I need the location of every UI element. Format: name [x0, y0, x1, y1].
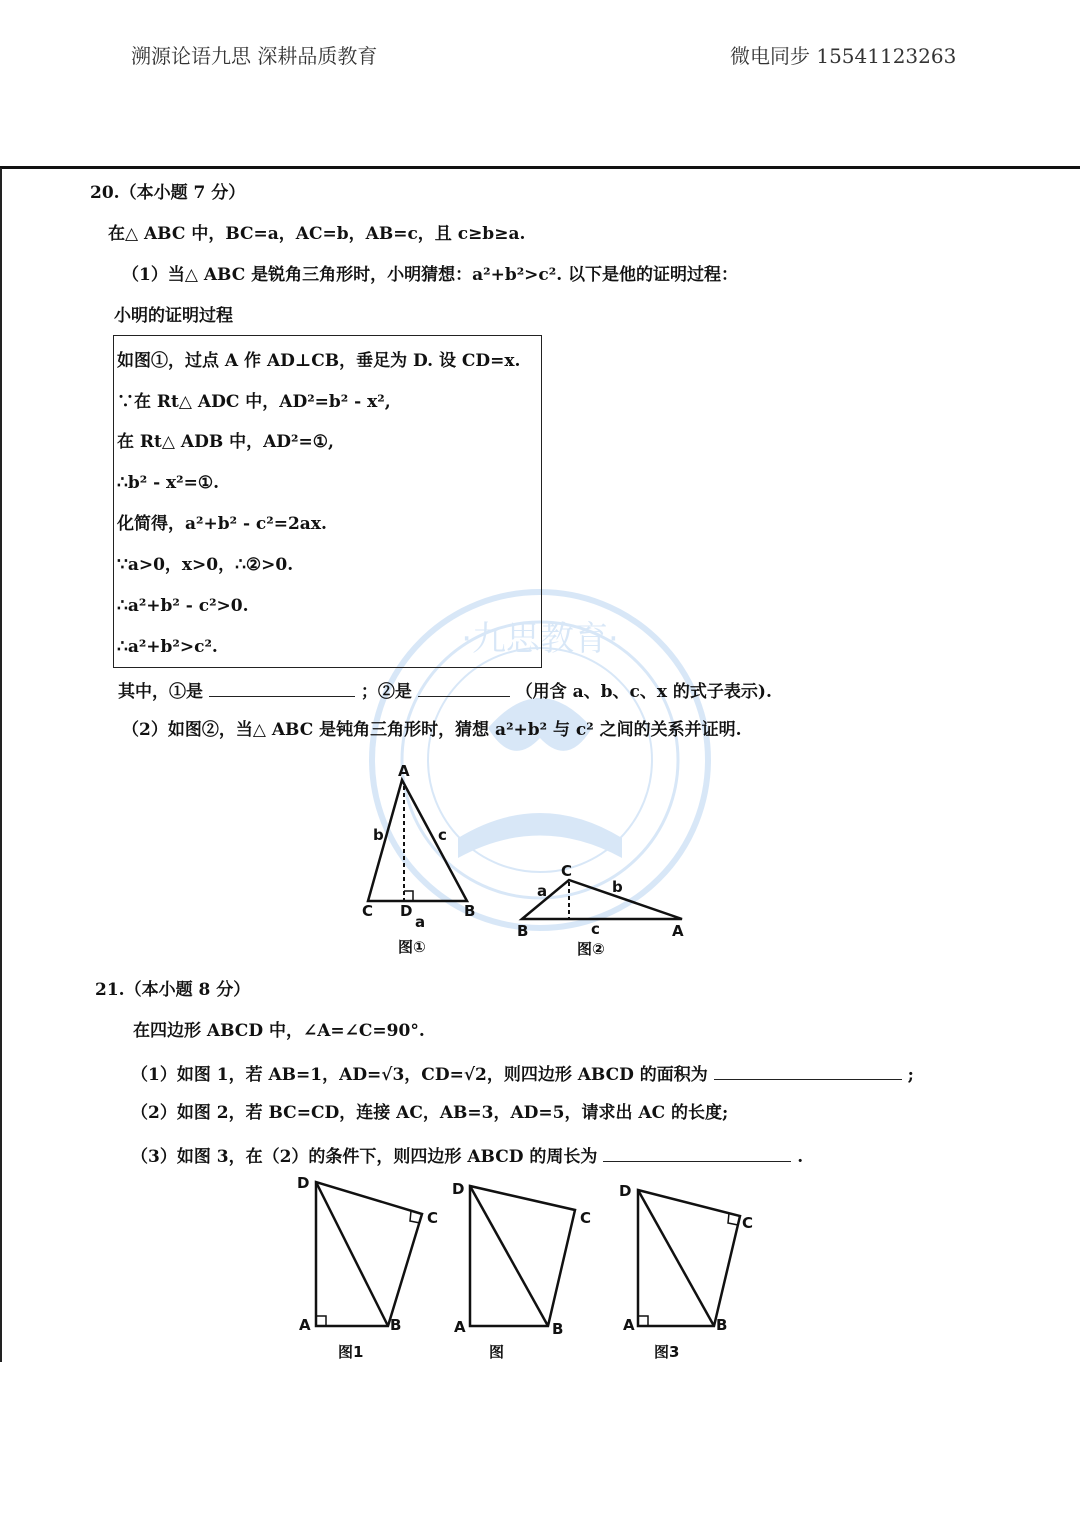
- q21-fig2-label-A: A: [454, 1318, 466, 1336]
- fig2-label-c: c: [591, 920, 600, 938]
- q21-fig1-label-A: A: [299, 1316, 311, 1334]
- page-left-border: [0, 168, 2, 1363]
- proof-line-4: ∴b² - x²=①.: [117, 473, 220, 493]
- q21-fig1-label-C: C: [427, 1209, 439, 1227]
- fig2-caption: 图②: [577, 940, 605, 958]
- header-contact: 微电同步 15541123263: [730, 44, 957, 68]
- q21-part1-end: ;: [907, 1065, 914, 1085]
- fig1-label-a: a: [415, 913, 426, 931]
- fig1-label-b: b: [373, 826, 384, 844]
- q21-part1-line: [131, 1061, 914, 1086]
- fill-mid: ；②是: [360, 682, 412, 702]
- fill-prefix: 其中，①是: [118, 682, 203, 702]
- q21-fig3-label-D: D: [619, 1182, 632, 1200]
- q21-part3-end: .: [797, 1147, 804, 1167]
- q21-fig3-label-B: B: [716, 1316, 728, 1334]
- blank-2-answer[interactable]: [418, 678, 510, 697]
- q20-part1: （1）当△ ABC 是锐角三角形时，小明猜想：a²+b²>c². 以下是他的证明过程：: [122, 265, 739, 285]
- fig1-label-A: A: [398, 762, 410, 780]
- fig1-label-B: B: [464, 902, 476, 920]
- fig2-label-B: B: [517, 922, 529, 940]
- q20-fill-line: [118, 678, 772, 703]
- q21-fig1-label-B: B: [390, 1316, 402, 1334]
- q20-heading: 20.（本小题 7 分）: [90, 183, 246, 203]
- q21-fig3-caption: 图3: [654, 1343, 680, 1361]
- fill-suffix: （用含 a、b、c、x 的式子表示).: [515, 682, 772, 702]
- fig2-label-C: C: [561, 862, 573, 880]
- q21-fig3-label-C: C: [742, 1214, 754, 1232]
- proof-line-7: ∴a²+b² - c²>0.: [117, 596, 249, 616]
- page-bottom-margin: [0, 1362, 1080, 1527]
- q21-figure-1: [300, 1170, 450, 1340]
- q20-proof-title: 小明的证明过程: [114, 306, 233, 326]
- fig2-label-A: A: [672, 922, 684, 940]
- fig1-label-c: c: [438, 826, 447, 844]
- q21-blank-3-answer[interactable]: [603, 1143, 791, 1162]
- proof-line-5: 化简得，a²+b² - c²=2ax.: [117, 514, 327, 534]
- proof-box: [113, 335, 542, 668]
- q21-figure-3: [625, 1170, 765, 1340]
- proof-line-2: ∵在 Rt△ ADC 中，AD²=b² - x²,: [117, 392, 391, 412]
- fig1-label-D: D: [400, 902, 413, 920]
- q21-fig1-label-D: D: [297, 1174, 310, 1192]
- q21-fig3-label-A: A: [623, 1316, 635, 1334]
- fig1-label-C: C: [362, 902, 374, 920]
- q21-fig2-label-B: B: [552, 1320, 564, 1338]
- proof-line-8: ∴a²+b²>c².: [117, 637, 218, 657]
- q21-intro: 在四边形 ABCD 中，∠A=∠C=90°.: [133, 1021, 425, 1041]
- header-divider: [0, 166, 1080, 169]
- q21-fig2-label-D: D: [452, 1180, 465, 1198]
- q21-fig2-label-C: C: [580, 1209, 592, 1227]
- proof-line-6: ∵a>0，x>0，∴②>0.: [117, 555, 294, 575]
- q20-intro: 在△ ABC 中，BC=a，AC=b，AB=c，且 c≥b≥a.: [108, 224, 526, 244]
- blank-1-answer[interactable]: [209, 678, 355, 697]
- fig2-label-a: a: [537, 882, 548, 900]
- proof-line-1: 如图①，过点 A 作 AD⊥CB，垂足为 D. 设 CD=x.: [117, 351, 521, 371]
- q21-fig2-caption: 图: [489, 1343, 505, 1361]
- q21-part1: （1）如图 1，若 AB=1，AD=√3，CD=√2，则四边形 ABCD 的面积为: [131, 1065, 708, 1085]
- q21-part2: （2）如图 2，若 BC=CD，连接 AC，AB=3，AD=5，请求出 AC 的长度;: [131, 1103, 729, 1123]
- q21-fig1-caption: 图1: [338, 1343, 364, 1361]
- q21-figure-2: [460, 1170, 590, 1340]
- proof-line-3: 在 Rt△ ADB 中，AD²=①,: [117, 432, 334, 452]
- q20-part2: （2）如图②，当△ ABC 是钝角三角形时，猜想 a²+b² 与 c² 之间的关系并证明.: [122, 720, 742, 740]
- fig2-label-b: b: [612, 878, 623, 896]
- q21-blank-1-answer[interactable]: [714, 1061, 902, 1080]
- figure-2-triangle: [510, 870, 695, 930]
- q21-part3: （3）如图 3，在（2）的条件下，则四边形 ABCD 的周长为: [131, 1147, 598, 1167]
- fig1-caption: 图①: [398, 938, 426, 956]
- watermark-text: ·九思教育·: [461, 619, 619, 659]
- header-slogan: 溯源论语九思 深耕品质教育: [131, 44, 378, 68]
- q21-part3-line: [131, 1143, 803, 1168]
- q21-heading: 21.（本小题 8 分）: [95, 980, 251, 1000]
